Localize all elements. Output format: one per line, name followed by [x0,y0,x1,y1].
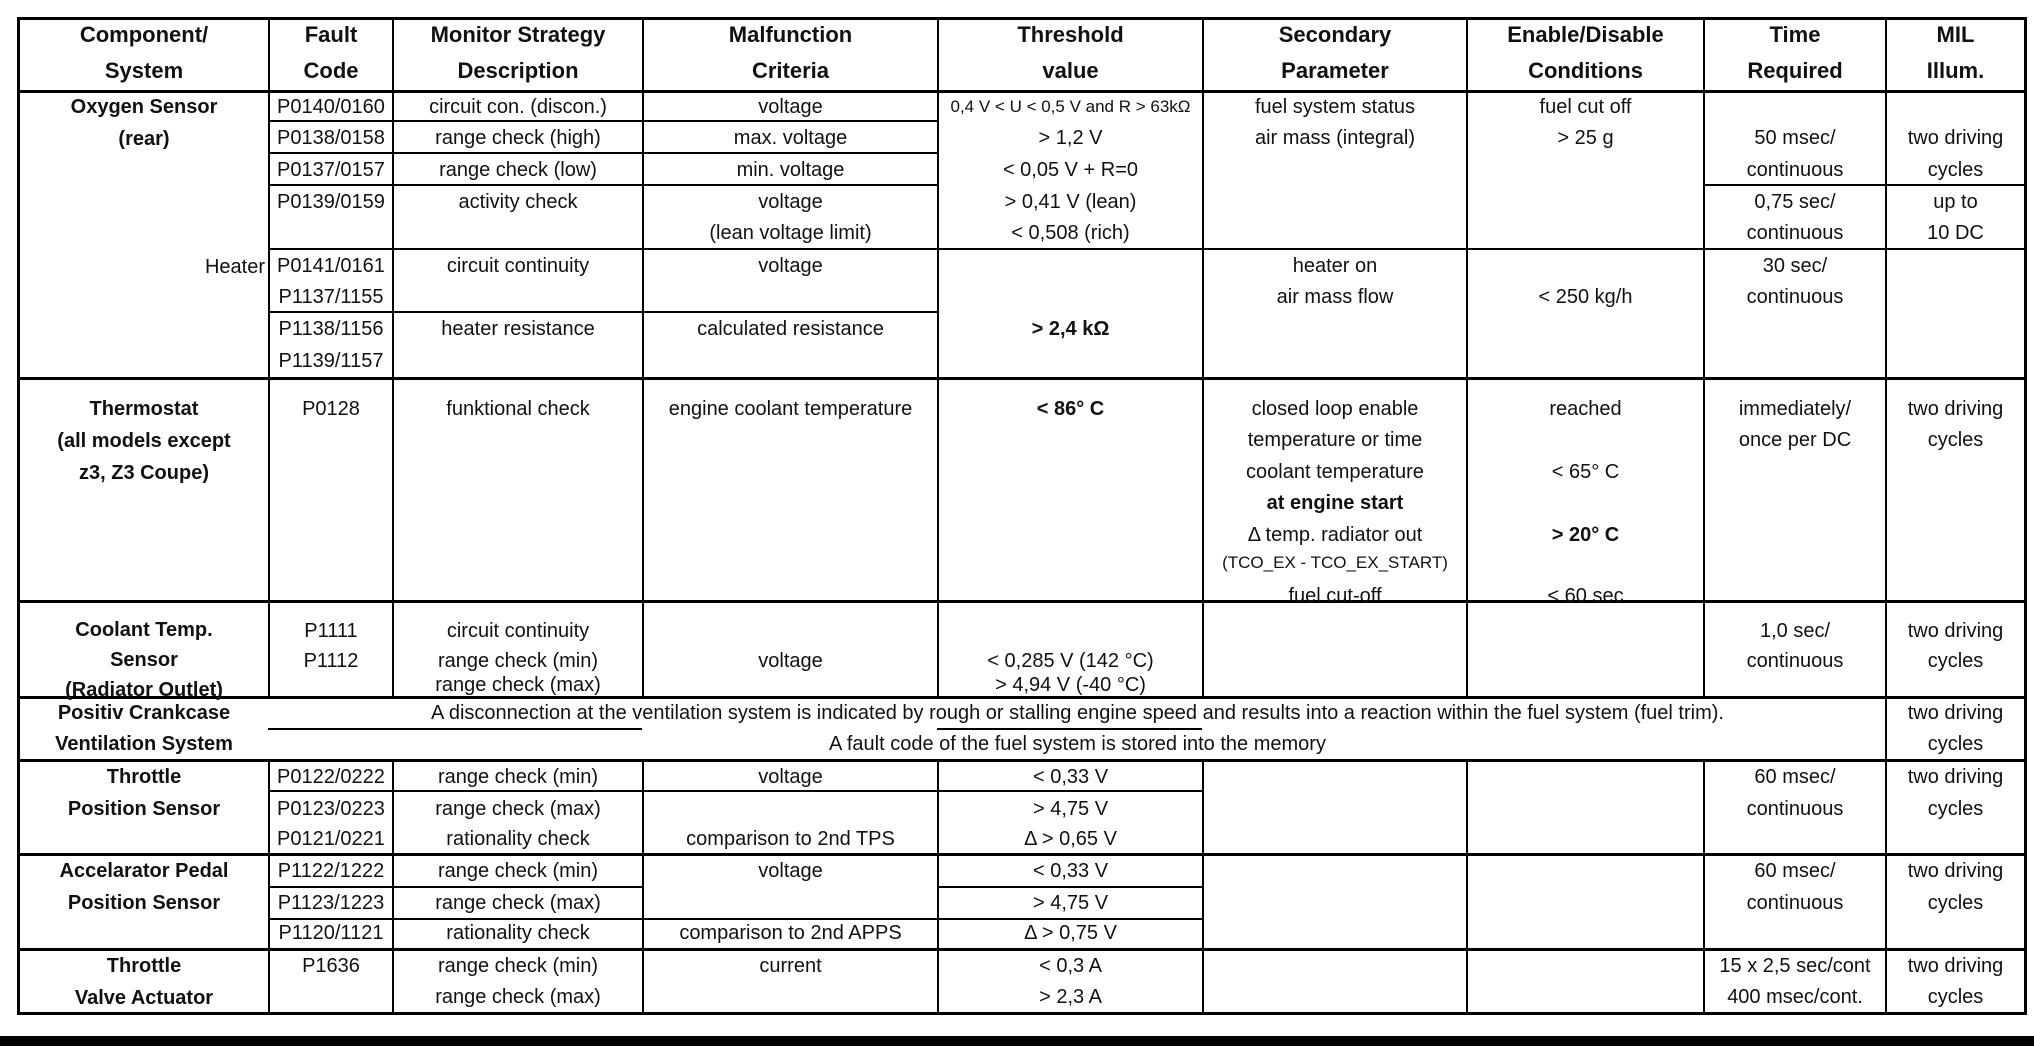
text-line: A fault code of the fuel system is stored into the memory [829,733,1326,755]
header-secondary [1204,17,1466,89]
header-line: Secondary [1278,22,1392,47]
mil: cycles [1927,159,1984,181]
time: continuous [1746,159,1844,181]
header-enable-disable [1468,17,1703,89]
tva-component [20,950,268,1014]
col-line [1703,17,1705,698]
mil: two driving [1907,398,2004,420]
secondary: Δ temp. radiator out [1247,524,1423,546]
threshold: < 0,3 A [1039,955,1102,977]
threshold: 0,4 V < U < 0,5 V and R > 63kΩ [950,97,1191,116]
strategy: funktional check [446,398,590,420]
text-line: Position Sensor [67,892,221,914]
mil: two driving [1907,127,2004,149]
mil: cycles [1927,429,1984,451]
time: 15 x 2,5 sec/cont [1719,955,1871,977]
pcv-description [270,698,1885,760]
fault-code: P0137/0157 [277,159,385,181]
text-line: Ventilation System [55,733,233,755]
o2-heater-label: Heater [204,256,265,278]
criteria: voltage [758,191,823,213]
mil: two driving [1907,955,2004,977]
fault-code: P1139/1157 [278,350,384,372]
fault-code: P1137/1155 [278,286,384,308]
strategy: range check (min) [437,650,599,672]
text-line: Accelarator Pedal [59,860,229,882]
fault-code: P1123/1223 [277,892,385,914]
header-line: Description [457,58,579,83]
text-line: Oxygen Sensor [70,96,218,118]
header-line: System [104,58,184,83]
obd-monitor-table [17,17,2027,1017]
fault-code: P0128 [302,398,360,420]
text-line: two driving [1907,702,2004,724]
secondary: fuel system status [1254,96,1416,118]
threshold: Δ > 0,65 V [1024,828,1117,850]
secondary: at engine start [1266,492,1404,514]
header-line: Fault [304,22,358,47]
strategy: range check (max) [435,798,601,820]
text-line: Valve Actuator [74,987,214,1009]
text-line: Sensor [110,649,178,671]
header-line: MIL [1936,22,1975,47]
time: 400 msec/cont. [1727,986,1863,1008]
text-line: Positiv Crankcase [57,702,231,724]
header-line: Criteria [751,58,830,83]
strategy: range check (min) [437,860,599,882]
threshold: < 0,508 (rich) [1011,222,1130,244]
threshold: > 4,75 V [1032,798,1109,820]
table-border-right [2024,17,2027,1015]
fault-code: P0122/0222 [277,766,385,788]
mil: two driving [1907,620,2004,642]
text-line: Throttle [106,766,182,788]
fault-code: P1138/1156 [278,318,384,340]
mil: 10 DC [1927,222,1984,244]
header-line: Required [1747,58,1843,83]
strategy: circuit con. (discon.) [429,96,607,118]
header-component [20,17,268,89]
time: continuous [1746,286,1844,308]
criteria: voltage [758,650,823,672]
header-line: Malfunction [728,22,853,47]
criteria: comparison to 2nd TPS [686,828,895,850]
text-line: Thermostat [89,398,199,420]
threshold: < 0,33 V [1032,766,1109,788]
page-footer-rule [0,1036,2034,1046]
coolant-component [20,615,268,705]
time: immediately/ [1738,398,1852,420]
criteria: voltage [758,255,823,277]
text-line: Coolant Temp. [75,619,213,641]
criteria: current [759,955,822,977]
time: continuous [1746,892,1844,914]
threshold: < 86° C [1036,398,1105,420]
fault-code: P1112 [303,650,359,672]
strategy: rationality check [446,828,590,850]
strategy: range check (max) [435,674,601,696]
strategy: circuit continuity [446,255,590,277]
strategy: range check (max) [435,892,601,914]
header-line: Component/ [79,22,209,47]
fault-code: P0123/0223 [277,798,385,820]
mil: cycles [1927,986,1984,1008]
header-line: Parameter [1281,58,1389,83]
condition: < 250 kg/h [1538,286,1633,308]
mil: cycles [1927,892,1984,914]
fault-code: P0139/0159 [277,191,385,213]
text-line: A disconnection at the ventilation system is indicated by rough or stalling engine speed and results into a reaction within the fuel system (fuel trim). [431,702,1724,724]
time: 50 msec/ [1754,127,1836,149]
mil: cycles [1927,650,1984,672]
criteria: comparison to 2nd APPS [679,922,902,944]
secondary: heater on [1292,255,1378,277]
criteria: voltage [758,96,823,118]
text-line: (Radiator Outlet) [65,679,223,701]
condition: > 25 g [1557,127,1614,149]
threshold: > 4,94 V (-40 °C) [995,674,1146,696]
criteria: min. voltage [736,159,845,181]
section-divider [17,377,2027,380]
threshold: < 0,33 V [1032,860,1109,882]
threshold: > 2,4 kΩ [1031,318,1110,340]
fault-code: P0138/0158 [277,127,385,149]
header-line: Enable/Disable [1507,22,1664,47]
criteria: (lean voltage limit) [709,222,872,244]
time: once per DC [1738,429,1852,451]
threshold: > 2,3 A [1039,986,1102,1008]
threshold: > 0,41 V (lean) [1004,191,1137,213]
criteria: engine coolant temperature [668,398,913,420]
fault-code: P1120/1121 [278,922,384,944]
time: 0,75 sec/ [1754,191,1836,213]
strategy: activity check [458,191,578,213]
strategy: rationality check [446,922,590,944]
time: 60 msec/ [1754,766,1836,788]
header-malfunction-criteria [644,17,937,89]
header-mil [1887,17,2024,89]
mil: up to [1933,191,1978,213]
secondary: air mass (integral) [1254,127,1416,149]
condition: < 65° C [1551,461,1620,483]
pcv-component [20,698,268,760]
criteria: voltage [758,766,823,788]
mil [1887,698,2024,760]
o2-component [20,91,268,155]
secondary: fuel cut-off [1288,585,1382,607]
header-line: value [1042,58,1099,83]
secondary: coolant temperature [1246,461,1424,483]
fault-code: P0140/0160 [277,96,385,118]
header-line: Code [303,58,359,83]
apps-component [20,855,268,919]
header-threshold [939,17,1202,89]
strategy: range check (min) [437,766,599,788]
header-line: Monitor Strategy [430,22,606,47]
strategy: range check (low) [439,159,597,181]
threshold: > 1,2 V [1038,127,1103,149]
header-fault-code [270,17,392,89]
col-line [1466,761,1468,1015]
strategy: range check (min) [437,955,599,977]
condition: > 20° C [1551,524,1620,546]
header-line: Time [1769,22,1821,47]
condition: < 60 sec [1547,585,1624,607]
section-divider [17,600,2027,603]
criteria: voltage [758,860,823,882]
tps-component [20,761,268,825]
thermo-component [20,393,268,489]
fault-code: P1636 [302,955,360,977]
condition: fuel cut off [1539,96,1632,118]
header-monitor-strategy [394,17,642,89]
header-line: Conditions [1528,58,1643,83]
header-line: Threshold [1017,22,1124,47]
strategy: range check (high) [435,127,601,149]
strategy: circuit continuity [446,620,590,642]
col-line [1202,761,1204,1015]
time: 60 msec/ [1754,860,1836,882]
threshold: < 0,05 V + R=0 [1002,159,1139,181]
text-line: Position Sensor [67,798,221,820]
time: 1,0 sec/ [1759,620,1831,642]
threshold: Δ > 0,75 V [1024,922,1117,944]
text-line: (all models except [57,430,231,452]
condition: reached [1549,398,1622,420]
secondary: temperature or time [1247,429,1423,451]
time: 30 sec/ [1762,255,1828,277]
mil: cycles [1927,798,1984,820]
time: continuous [1746,650,1844,672]
fault-code: P0141/0161 [277,255,385,277]
mil: two driving [1907,766,2004,788]
text-line: (rear) [118,128,170,150]
text-line: z3, Z3 Coupe) [78,462,209,484]
text-line: Throttle [106,955,182,977]
time: continuous [1746,222,1844,244]
secondary: air mass flow [1276,286,1394,308]
text-line: cycles [1927,733,1984,755]
fault-code: P1122/1222 [277,860,385,882]
mil: two driving [1907,860,2004,882]
strategy: range check (max) [435,986,601,1008]
strategy: heater resistance [441,318,595,340]
secondary: (TCO_EX - TCO_EX_START) [1222,553,1448,572]
header-line: Illum. [1926,58,1985,83]
threshold: < 0,285 V (142 °C) [987,650,1154,672]
criteria: max. voltage [733,127,848,149]
header-time-required [1705,17,1885,89]
threshold: > 4,75 V [1032,892,1109,914]
fault-code: P1111 [304,620,358,642]
criteria: calculated resistance [697,318,884,340]
fault-code: P0121/0221 [277,828,385,850]
time: continuous [1746,798,1844,820]
secondary: closed loop enable [1251,398,1419,420]
